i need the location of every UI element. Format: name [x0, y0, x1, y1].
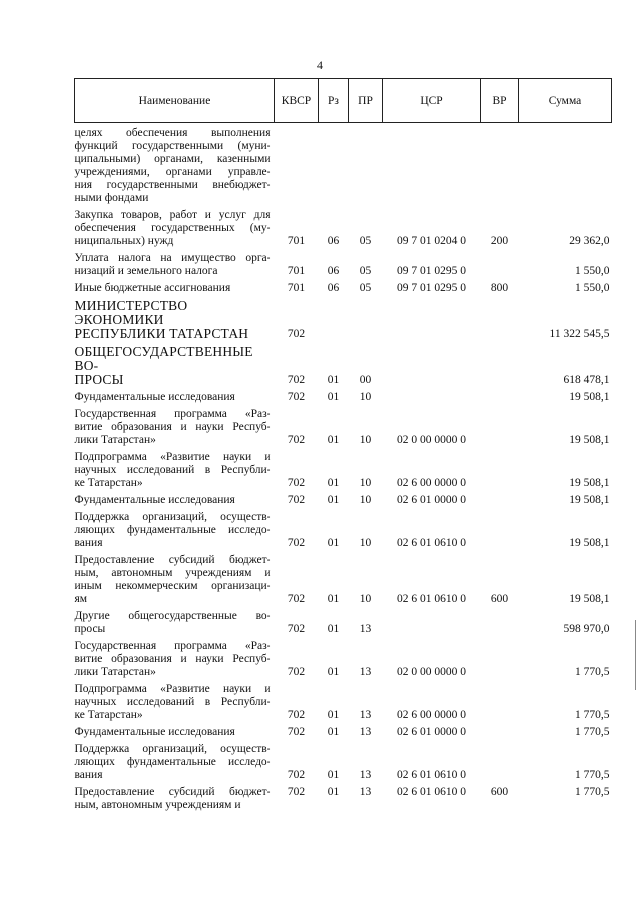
- row-name: [75, 679, 275, 722]
- row-name: [75, 739, 275, 782]
- row-rz: 01: [327, 494, 340, 506]
- row-vr: [481, 295, 519, 341]
- row-rz: 01: [327, 623, 340, 635]
- row-kvsr: 702: [287, 769, 306, 781]
- row-pr: [349, 295, 383, 341]
- row-pr: 10: [359, 593, 372, 605]
- row-pr: 05: [359, 235, 372, 247]
- row-name-line: Предоставление субсидий бюджет-: [74, 554, 271, 566]
- row-name-line: РЕСПУБЛИКИ ТАТАРСТАН: [74, 326, 249, 341]
- row-csr: 02 0 00 0000 0: [397, 434, 466, 446]
- row-name-line: ния государственными внебюджет-: [74, 179, 271, 191]
- row-rz: 01: [327, 537, 340, 549]
- row-vr: [481, 341, 519, 387]
- row-name-line: Подпрограмма «Развитие науки и: [74, 451, 271, 463]
- row-kvsr: 702: [287, 328, 306, 340]
- row-pr: 10: [359, 434, 372, 446]
- row-vr: [481, 739, 519, 782]
- table-row: [75, 739, 612, 782]
- table-row: [75, 123, 612, 206]
- row-vr: [481, 606, 519, 636]
- row-rz: 06: [327, 235, 340, 247]
- row-pr: 10: [359, 391, 372, 403]
- row-csr: [383, 123, 481, 206]
- row-vr: [481, 722, 519, 739]
- row-csr: 02 0 00 0000 0: [397, 666, 466, 678]
- row-csr: 02 6 01 0610 0: [397, 593, 466, 605]
- row-pr: 00: [359, 374, 372, 386]
- row-kvsr: 702: [287, 623, 306, 635]
- row-name-line: ными фондами: [74, 192, 149, 204]
- header-vr: ВР: [481, 79, 519, 123]
- row-kvsr: 702: [287, 709, 306, 721]
- row-kvsr: 702: [287, 391, 306, 403]
- row-pr: 05: [359, 265, 372, 277]
- row-name-line: ПРОСЫ: [74, 372, 124, 387]
- table-row: [75, 606, 612, 636]
- row-name-line: функций государственными (муни-: [74, 140, 271, 152]
- header-pr: ПР: [349, 79, 383, 123]
- table-row: [75, 278, 612, 295]
- header-csr: ЦСР: [383, 79, 481, 123]
- row-name-line: Закупка товаров, работ и услуг для: [74, 209, 271, 221]
- row-name: [75, 123, 275, 206]
- header-name: Наименование: [75, 79, 275, 123]
- row-vr: [481, 387, 519, 404]
- row-name-line: Предоставление субсидий бюджет-: [74, 786, 271, 798]
- row-name-line: МИНИСТЕРСТВО ЭКОНОМИКИ: [74, 298, 188, 327]
- row-vr: 200: [490, 235, 509, 247]
- row-name-line: Поддержка организаций, осуществ-: [74, 511, 271, 523]
- row-name-line: Государственная программа «Раз-: [74, 640, 271, 652]
- row-csr: 02 6 00 0000 0: [397, 477, 466, 489]
- page-number: 4: [317, 58, 323, 72]
- row-kvsr: 702: [287, 593, 306, 605]
- row-rz: 01: [327, 786, 340, 798]
- row-csr: 02 6 01 0610 0: [397, 786, 466, 798]
- table-header: [75, 79, 612, 123]
- table-row: [75, 295, 612, 341]
- row-rz: 06: [327, 282, 340, 294]
- row-vr: [481, 248, 519, 278]
- row-kvsr: 702: [287, 666, 306, 678]
- row-name: [75, 341, 275, 387]
- row-name: [75, 447, 275, 490]
- row-kvsr: 701: [287, 265, 306, 277]
- row-vr: [481, 447, 519, 490]
- table-row: [75, 550, 612, 606]
- row-name-line: ным, автономным учреждениям и: [74, 799, 241, 811]
- row-csr: 09 7 01 0295 0: [397, 282, 466, 294]
- row-vr: [481, 679, 519, 722]
- row-sum: 598 970,0: [563, 623, 610, 635]
- row-rz: 01: [327, 726, 340, 738]
- row-rz: [319, 295, 349, 341]
- row-pr: 13: [359, 666, 372, 678]
- row-vr: 600: [490, 593, 509, 605]
- row-rz: 01: [327, 434, 340, 446]
- row-rz: 06: [327, 265, 340, 277]
- row-sum: 19 508,1: [569, 391, 610, 403]
- row-name: [75, 782, 275, 812]
- row-pr: 13: [359, 709, 372, 721]
- row-sum: 19 508,1: [569, 434, 610, 446]
- row-name: [75, 722, 275, 739]
- row-vr: 800: [490, 282, 509, 294]
- row-name-line: Подпрограмма «Развитие науки и: [74, 683, 271, 695]
- row-name: [75, 404, 275, 447]
- row-name-line: низаций и земельного налога: [74, 265, 218, 277]
- row-name: [75, 248, 275, 278]
- row-name-line: витие образования и науки Респуб-: [74, 653, 271, 665]
- row-name: [75, 205, 275, 248]
- row-vr: [481, 404, 519, 447]
- row-sum: 19 508,1: [569, 537, 610, 549]
- table-row: [75, 404, 612, 447]
- row-sum: 1 770,5: [575, 709, 610, 721]
- header-kvsr: КВСР: [275, 79, 319, 123]
- row-sum: 1 550,0: [575, 282, 610, 294]
- row-csr: 09 7 01 0204 0: [397, 235, 466, 247]
- row-name-line: Фундаментальные исследования: [74, 494, 235, 506]
- row-name-line: Иные бюджетные ассигнования: [74, 282, 231, 294]
- row-name: [75, 507, 275, 550]
- row-name: [75, 606, 275, 636]
- row-name: [75, 636, 275, 679]
- row-pr: 13: [359, 623, 372, 635]
- table-row: [75, 341, 612, 387]
- row-sum: 19 508,1: [569, 477, 610, 489]
- row-name: [75, 295, 275, 341]
- row-rz: 01: [327, 666, 340, 678]
- table-row: [75, 782, 612, 812]
- header-rz: Рз: [319, 79, 349, 123]
- row-name-line: ке Татарстан»: [74, 477, 143, 489]
- table-row: [75, 447, 612, 490]
- row-kvsr: 702: [287, 726, 306, 738]
- row-csr: 09 7 01 0295 0: [397, 265, 466, 277]
- row-csr: 02 6 00 0000 0: [397, 709, 466, 721]
- row-csr: 02 6 01 0610 0: [397, 537, 466, 549]
- row-name-line: иным некоммерческим организаци-: [74, 580, 271, 592]
- row-pr: 10: [359, 494, 372, 506]
- row-kvsr: 702: [287, 434, 306, 446]
- row-name-line: ляющих фундаментальные исследо-: [74, 756, 271, 768]
- row-vr: [481, 636, 519, 679]
- row-name-line: учреждениями, органами управле-: [74, 166, 271, 178]
- row-sum: 1 550,0: [575, 265, 610, 277]
- row-csr: [383, 606, 481, 636]
- row-name-line: ОБЩЕГОСУДАРСТВЕННЫЕ ВО-: [74, 344, 253, 373]
- row-kvsr: 701: [287, 282, 306, 294]
- row-kvsr: 701: [287, 235, 306, 247]
- row-kvsr: 702: [287, 537, 306, 549]
- row-name-line: Другие общегосударственные во-: [74, 610, 271, 622]
- header-sum: Сумма: [519, 79, 612, 123]
- row-pr: 13: [359, 786, 372, 798]
- row-vr: [481, 490, 519, 507]
- row-name: [75, 490, 275, 507]
- row-name: [75, 550, 275, 606]
- row-csr: [383, 295, 481, 341]
- row-kvsr: 702: [287, 477, 306, 489]
- row-name-line: ке Татарстан»: [74, 709, 143, 721]
- row-rz: 01: [327, 769, 340, 781]
- row-pr: 13: [359, 726, 372, 738]
- row-name-line: Фундаментальные исследования: [74, 391, 235, 403]
- row-csr: 02 6 01 0610 0: [397, 769, 466, 781]
- row-name-line: Фундаментальные исследования: [74, 726, 235, 738]
- table-row: [75, 636, 612, 679]
- row-name-line: вания: [74, 537, 103, 549]
- scan-edge-mark: [635, 620, 636, 690]
- row-name: [75, 387, 275, 404]
- row-name-line: научных исследований в Республи-: [74, 464, 271, 476]
- row-rz: 01: [327, 593, 340, 605]
- row-name-line: вания: [74, 769, 103, 781]
- table-row: [75, 722, 612, 739]
- row-name-line: ляющих фундаментальные исследо-: [74, 524, 271, 536]
- row-sum: 11 322 545,5: [549, 328, 610, 340]
- row-rz: [319, 123, 349, 206]
- row-name-line: ниципальных) нужд: [74, 235, 174, 247]
- row-pr: 05: [359, 282, 372, 294]
- row-rz: 01: [327, 374, 340, 386]
- row-sum: 19 508,1: [569, 494, 610, 506]
- row-vr: 600: [490, 786, 509, 798]
- row-rz: 01: [327, 709, 340, 721]
- table-row: [75, 679, 612, 722]
- row-vr: [481, 123, 519, 206]
- row-name-line: витие образования и науки Респуб-: [74, 421, 271, 433]
- row-csr: 02 6 01 0000 0: [397, 494, 466, 506]
- row-csr: 02 6 01 0000 0: [397, 726, 466, 738]
- row-kvsr: [275, 123, 319, 206]
- row-pr: 10: [359, 537, 372, 549]
- row-csr: [383, 341, 481, 387]
- row-name-line: ципальными) органами, казенными: [74, 153, 271, 165]
- row-name-line: Поддержка организаций, осуществ-: [74, 743, 271, 755]
- row-sum: [519, 123, 612, 206]
- row-pr: [349, 123, 383, 206]
- row-name-line: целях обеспечения выполнения: [74, 127, 271, 139]
- table-row: [75, 490, 612, 507]
- row-name-line: лики Татарстан»: [74, 434, 156, 446]
- row-name-line: просы: [74, 623, 106, 635]
- row-name-line: обеспечения государственных (му-: [74, 222, 271, 234]
- row-csr: [383, 387, 481, 404]
- row-sum: 19 508,1: [569, 593, 610, 605]
- table-row: [75, 205, 612, 248]
- row-sum: 1 770,5: [575, 726, 610, 738]
- row-name-line: ям: [74, 593, 88, 605]
- table-body: [75, 123, 612, 813]
- budget-table: [74, 78, 612, 812]
- row-sum: 29 362,0: [569, 235, 610, 247]
- table-row: [75, 507, 612, 550]
- row-pr: 10: [359, 477, 372, 489]
- row-name-line: ным, автономным учреждениям и: [74, 567, 271, 579]
- row-sum: 1 770,5: [575, 769, 610, 781]
- table-row: [75, 387, 612, 404]
- table-row: [75, 248, 612, 278]
- row-name-line: лики Татарстан»: [74, 666, 156, 678]
- row-rz: 01: [327, 391, 340, 403]
- row-name-line: научных исследований в Республи-: [74, 696, 271, 708]
- row-sum: 1 770,5: [575, 666, 610, 678]
- row-name-line: Государственная программа «Раз-: [74, 408, 271, 420]
- row-sum: 1 770,5: [575, 786, 610, 798]
- row-kvsr: 702: [287, 374, 306, 386]
- row-kvsr: 702: [287, 494, 306, 506]
- row-kvsr: 702: [287, 786, 306, 798]
- row-pr: 13: [359, 769, 372, 781]
- row-vr: [481, 507, 519, 550]
- row-rz: 01: [327, 477, 340, 489]
- row-name: [75, 278, 275, 295]
- row-name-line: Уплата налога на имущество орга-: [74, 252, 271, 264]
- row-sum: 618 478,1: [563, 374, 610, 386]
